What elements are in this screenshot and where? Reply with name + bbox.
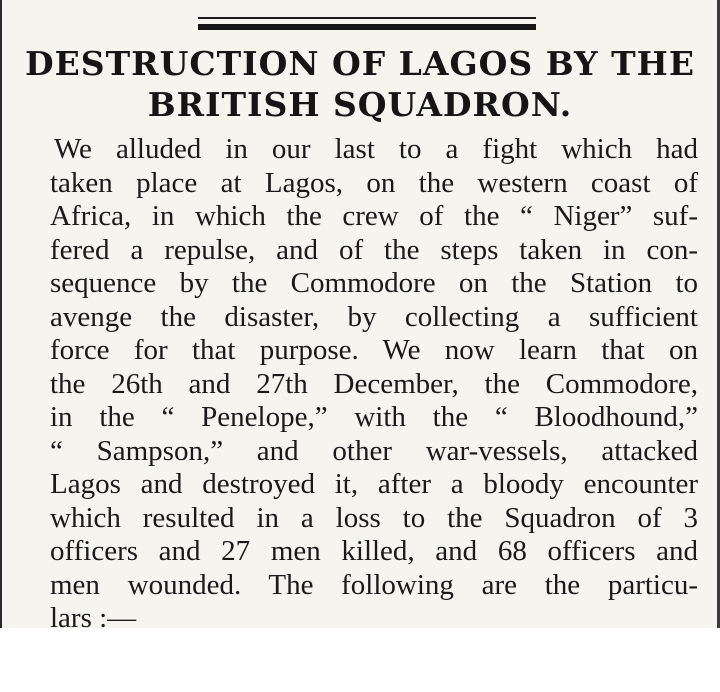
body-line: taken place at Lagos, on the western coast of bbox=[50, 166, 698, 199]
headline-line-1: DESTRUCTION OF LAGOS BY THE bbox=[25, 44, 695, 83]
body-line: in the “ Penelope,” with the “ Bloodhound,” bbox=[50, 401, 698, 433]
body-line: We alluded in our last to a fight which had bbox=[54, 133, 698, 165]
body-line: lars :— bbox=[50, 602, 137, 628]
headline-line-2: BRITISH SQUADRON. bbox=[147, 85, 573, 124]
body-line: Lagos and destroyed it, after a bloody encounter bbox=[50, 468, 698, 500]
body-line: force for that purpose. We now learn that on bbox=[50, 334, 698, 366]
section-divider-thin bbox=[198, 17, 536, 19]
column-rule-left bbox=[0, 0, 2, 628]
body-line: “ Sampson,” and other war-vessels, attacked bbox=[50, 434, 698, 467]
body-line: the 26th and 27th December, the Commodore, bbox=[50, 367, 698, 400]
body-line: which resulted in a loss to the Squadron of 3 bbox=[50, 501, 698, 534]
body-line: officers and 27 men killed, and 68 officers and bbox=[50, 535, 698, 567]
body-line: fered a repulse, and of the steps taken in con- bbox=[50, 233, 698, 266]
body-line: avenge the disaster, by collecting a sufficient bbox=[50, 300, 698, 333]
body-line: sequence by the Commodore on the Station to bbox=[50, 267, 698, 299]
body-line: Africa, in which the crew of the “ Niger” suf- bbox=[50, 200, 698, 232]
body-line: men wounded. The following are the particu- bbox=[50, 568, 698, 601]
section-divider-thick bbox=[198, 24, 536, 30]
article-body bbox=[50, 133, 698, 628]
